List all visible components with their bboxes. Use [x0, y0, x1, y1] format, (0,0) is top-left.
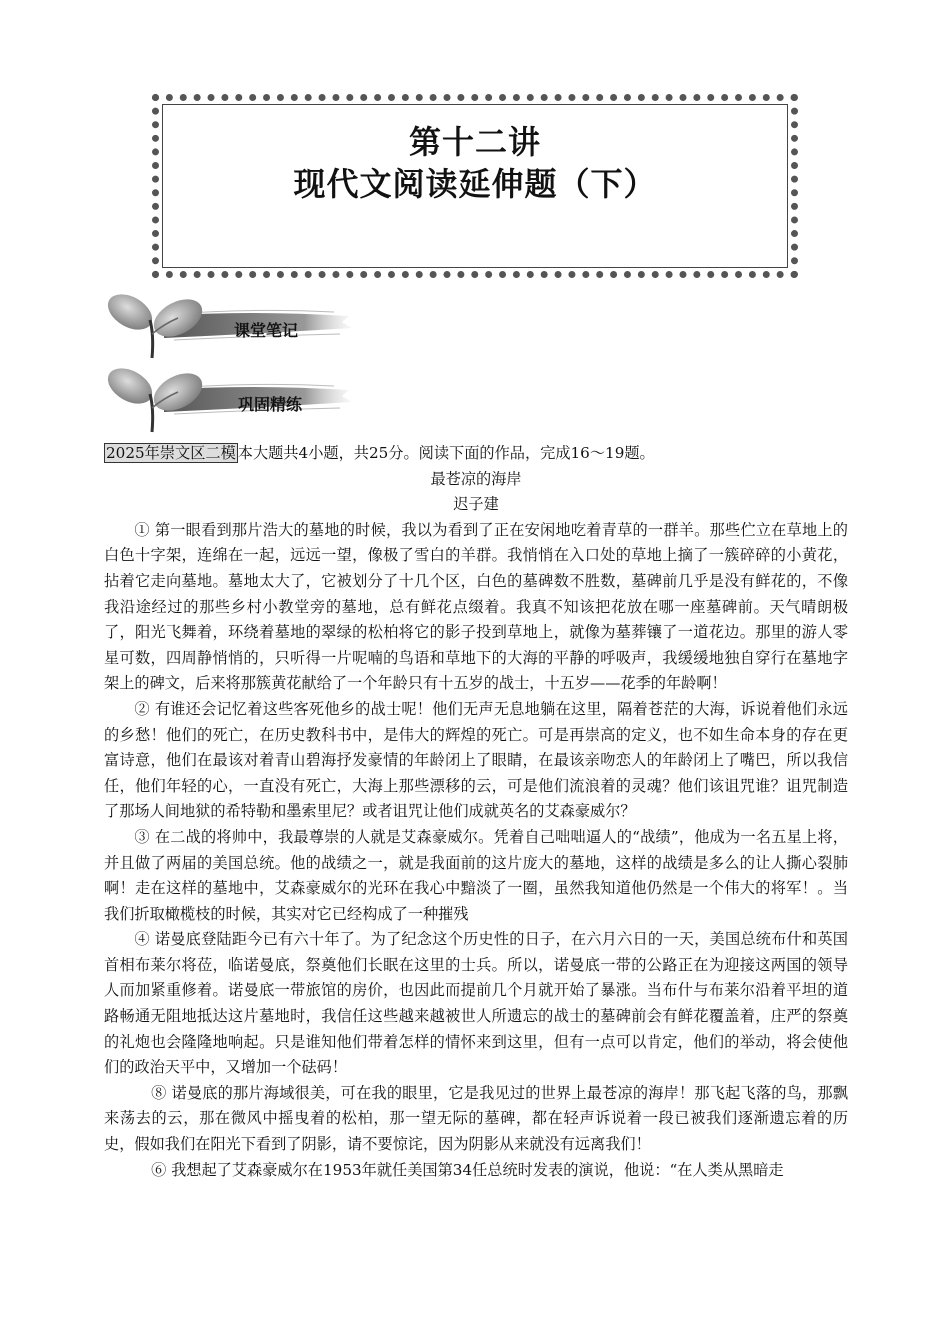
- section-label-notes: 课堂笔记: [234, 321, 299, 340]
- paragraph: ② 有谁还会记忆着这些客死他乡的战士呢！他们无声无息地躺在这里，隔着苍茫的大海，诉说着他们永远的乡愁！他们的死亡，在历史教科书中，是伟大的辉煌的死亡。可是再崇高的定义，也不如生命本身的存在更富诗意，他们在最该对着青山碧海抒发豪情的年龄闭上了眼睛，在最该亲吻恋人的年龄闭上了嘴巴，所以我信任，他们年轻的心，一直没有死亡，大海上那些漂移的云，可是他们流浪着的灵魂？他们该诅咒谁？诅咒制造了那场人间地狱的希特勒和墨索里尼？或者诅咒让他们成就英名的艾森豪威尔？: [104, 699, 848, 821]
- paragraph: ④ 诺曼底登陆距今已有六十年了。为了纪念这个历史性的日子，在六月六日的一天，美国总统布什和英国首相布莱尔将莅，临诺曼底，祭奠他们长眠在这里的士兵。所以，诺曼底一带的公路正在为迎接这两国的领导人而加紧重修着。诺曼底一带旅馆的房价，也因此而提前几个月就开始了暴涨。当布什与布莱尔沿着平坦的道路畅通无阻地抵达这片墓地时，我信任这些越来越被世人所遗忘的战士的墓碑前会有鲜花覆盖着，庄严的祭奠的礼炮也会隆隆地响起。只是谁知他们带着怎样的情怀来到这里，但有一点可以肯定，他们的举动，将会使他们的政治天平中，又增加一个砝码！: [104, 930, 848, 1077]
- leaf-icon: [104, 290, 354, 360]
- article-title: 最苍凉的海岸: [430, 469, 522, 488]
- paragraph: ⑧ 诺曼底的那片海域很美，可在我的眼里，它是我见过的世界上最苍凉的海岸！那飞起飞落的鸟，那飘来荡去的云，那在微风中摇曳着的松柏，那一望无际的墓碑，都在轻声诉说着一段已被我们逐渐遗忘着的历史，假如我们在阳光下看到了阴影，请不要惊诧，因为阴影从来就没有远离我们！: [104, 1083, 848, 1154]
- section-label-practice: 巩固精练: [238, 395, 303, 414]
- question-intro: [104, 441, 848, 467]
- leaf-icon: [104, 364, 354, 434]
- paragraph: ① 第一眼看到那片浩大的墓地的时候，我以为看到了正在安闲地吃着青草的一群羊。那些伫立在草地上的白色十字架，连绵在一起，远远一望，像极了雪白的羊群。我悄悄在入口处的草地上摘了一簇碎碎的小黄花，拈着它走向墓地。墓地太大了，它被划分了十几个区，白色的墓碑数不胜数，墓碑前几乎是没有鲜花的，不像我沿途经过的那些乡村小教堂旁的墓地，总有鲜花点缀着。我真不知该把花放在哪一座墓碑前。天气晴朗极了，阳光飞舞着，环绕着墓地的翠绿的松柏将它的影子投到草地上，就像为墓葬镶了一道花边。那里的游人零星可数，四周静悄悄的，只听得一片呢喃的鸟语和草地下的大海的平静的呼吸声，我缓缓地独自穿行在墓地字架上的碑文，后来将那簇黄花献给了一个年龄只有十五岁的战士，十五岁——花季的年龄啊！: [104, 520, 848, 693]
- source-tag: 2025年崇文区二模: [106, 444, 236, 462]
- reading-content: [104, 441, 848, 1183]
- section-banner-notes: [104, 290, 354, 360]
- article-author: 迟子建: [453, 495, 499, 514]
- lecture-title-box: [152, 94, 798, 278]
- paragraph: ⑥ 我想起了艾森豪威尔在1953年就任美国第34任总统时发表的演说，他说：“在人类从黑暗走: [151, 1160, 784, 1179]
- paragraph: ③ 在二战的将帅中，我最尊崇的人就是艾森豪威尔。凭着自己咄咄逼人的“战绩”，他成为一名五星上将，并且做了两届的美国总统。他的战绩之一，就是我面前的这片庞大的墓地，这样的战绩是多么的让人撕心裂肺啊！走在这样的墓地中，艾森豪威尔的光环在我心中黯淡了一圈，虽然我知道他仍然是一个伟大的将军！。当我们折取橄榄枝的时候，其实对它已经构成了一种摧残: [104, 827, 848, 923]
- intro-text: 本大题共4小题，共25分。阅读下面的作品，完成16～19题。: [237, 444, 655, 462]
- lecture-title: 现代文阅读延伸题（下）: [293, 165, 657, 203]
- section-banner-practice: [104, 364, 354, 434]
- lecture-number: 第十二讲: [408, 123, 541, 161]
